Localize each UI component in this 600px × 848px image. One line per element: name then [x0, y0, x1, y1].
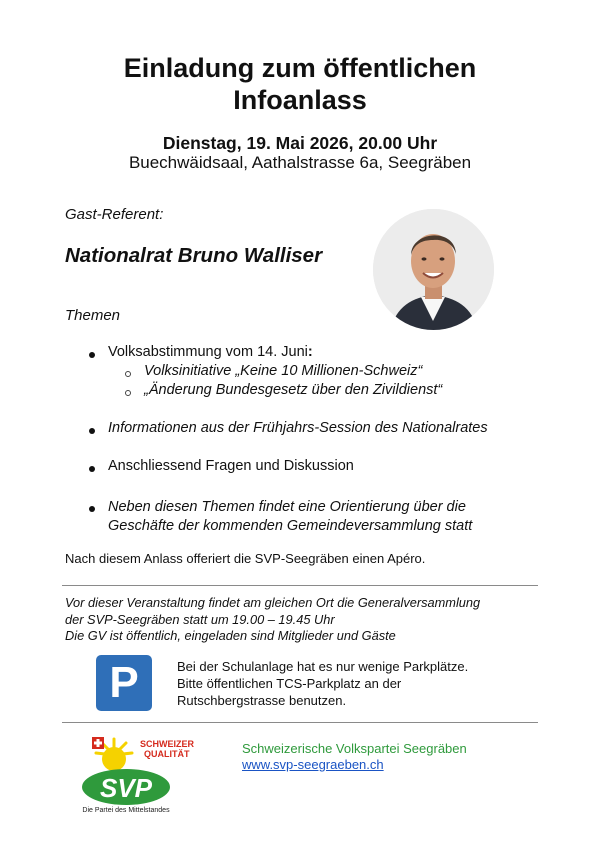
theme-item-4-line-1: Neben diesen Themen findet eine Orientierung über die [108, 499, 466, 515]
speaker-photo [373, 209, 494, 330]
theme-subitem-2: „Änderung Bundesgesetz über den Zivildienst“ [144, 382, 443, 398]
theme-item-3: Anschliessend Fragen und Diskussion [108, 458, 354, 474]
theme-item-4 [108, 498, 472, 536]
theme-item-1-text: Volksabstimmung vom 14. Juni [108, 344, 308, 360]
gv-line-3: Die GV ist öffentlich, eingeladen sind Mitglieder und Gäste [65, 628, 396, 643]
parking-note [177, 658, 468, 709]
logo-text-schweizer: SCHWEIZER [140, 739, 194, 749]
bullet-dot [89, 506, 95, 512]
logo-text-qualitaet: QUALITÄT [144, 749, 190, 759]
event-venue: Buechwäidsaal, Aathalstrasse 6a, Seegräben [128, 153, 472, 172]
divider [62, 585, 538, 586]
divider [62, 722, 538, 723]
parking-icon: P [96, 655, 152, 711]
svp-logo [78, 733, 198, 813]
theme-item-1-colon: : [307, 344, 313, 360]
theme-item-4-line-2: Geschäfte der kommenden Gemeindeversammlung statt [108, 518, 473, 534]
logo-tagline: Die Partei des Mittelstandes [82, 807, 170, 813]
theme-item-2: Informationen aus der Frühjahrs-Session des Nationalrates [108, 420, 488, 436]
theme-item-1 [108, 344, 313, 360]
title-line-2: Infoanlass [233, 85, 367, 115]
party-name: Schweizerische Volkspartei Seegräben [242, 741, 467, 756]
sub-bullet-circle [125, 390, 131, 396]
website-link[interactable]: www.svp-seegraeben.ch [242, 757, 384, 772]
speaker-name: Nationalrat Bruno Walliser [65, 244, 323, 267]
bullet-dot [89, 352, 95, 358]
parking-line-1: Bei der Schulanlage hat es nur wenige Parkplätze. [177, 659, 469, 674]
sub-bullet-circle [125, 371, 131, 377]
parking-line-2: Bitte öffentlichen TCS-Parkplatz an der [177, 676, 402, 691]
guest-label: Gast-Referent: [65, 206, 164, 223]
title-line-1: Einladung zum öffentlichen [123, 53, 477, 83]
themes-heading: Themen [65, 307, 121, 324]
bullet-dot [89, 428, 95, 434]
gv-line-1: Vor dieser Veranstaltung findet am gleichen Ort die Generalversammlung [65, 595, 481, 610]
parking-line-3: Rutschbergstrasse benutzen. [177, 693, 347, 708]
gv-line-2: der SVP-Seegräben statt um 19.00 – 19.45 Uhr [65, 611, 335, 627]
general-assembly-note [65, 595, 480, 645]
logo-svp-text: SVP [99, 773, 153, 803]
bullet-dot [89, 466, 95, 472]
page-title [0, 52, 600, 116]
theme-subitem-1: Volksinitiative „Keine 10 Millionen-Schweiz“ [144, 363, 423, 379]
apero-note: Nach diesem Anlass offeriert die SVP-Seegräben einen Apéro. [65, 551, 426, 566]
event-date: Dienstag, 19. Mai 2026, 20.00 Uhr [162, 133, 438, 153]
